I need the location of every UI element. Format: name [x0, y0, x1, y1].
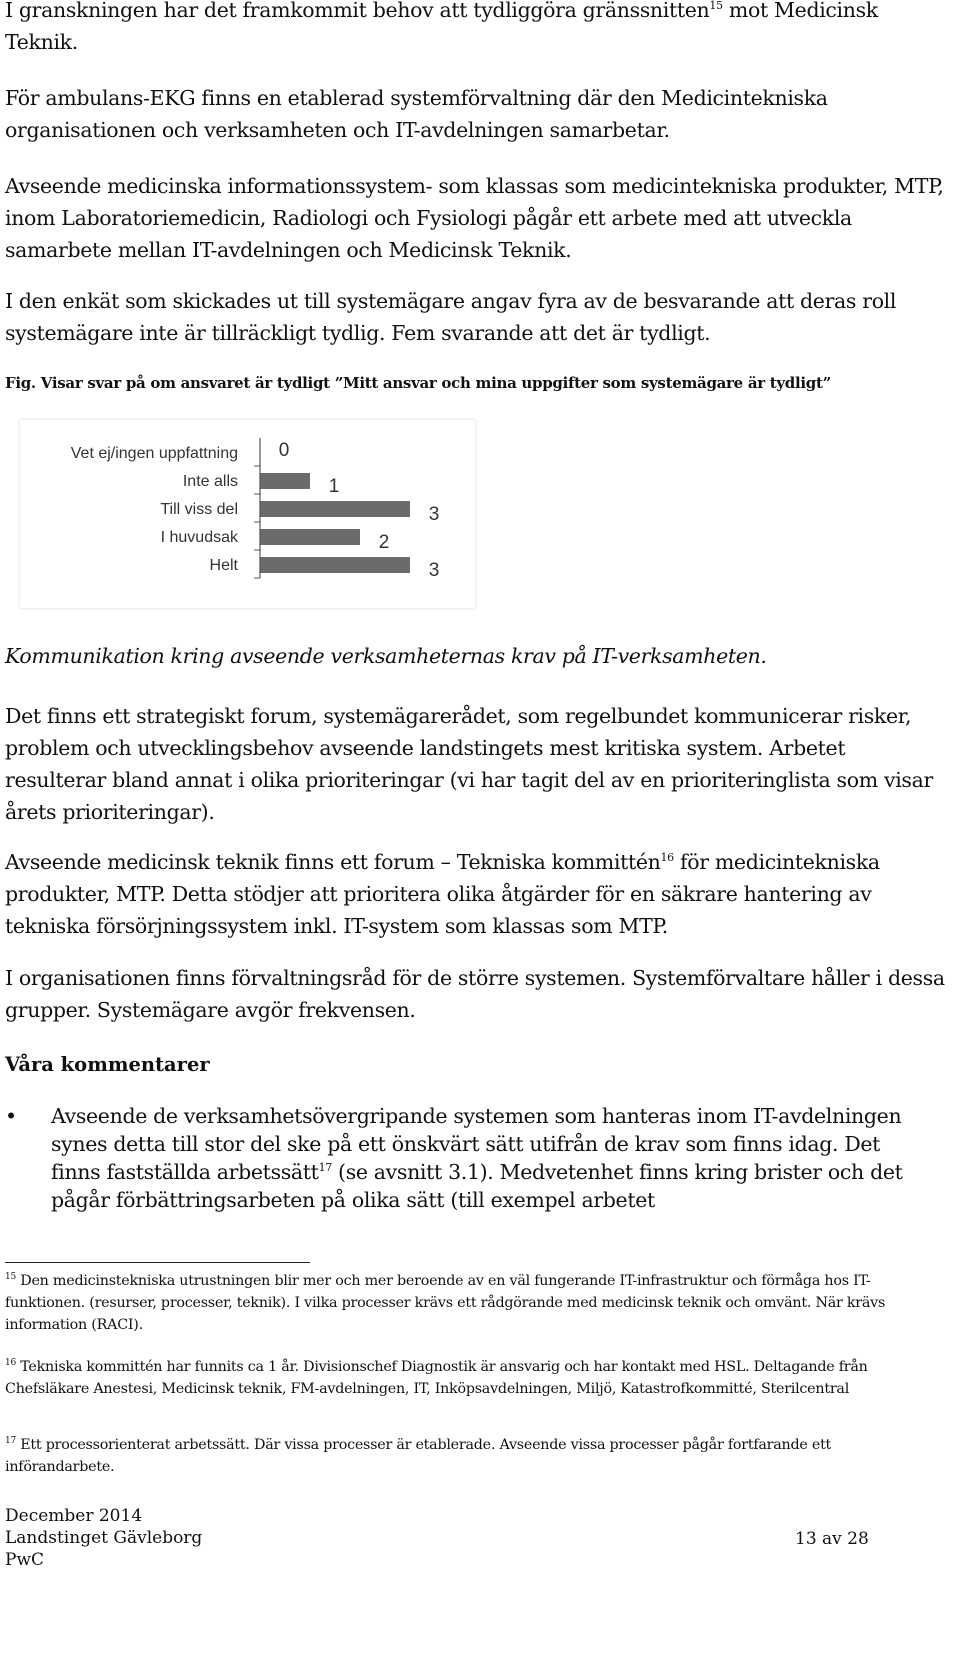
paragraph-management-councils: I organisationen finns förvaltningsråd för de större systemen. Systemförvaltare håller i dessa grupper. Systemägare avgör frekvensen.	[5, 966, 945, 1022]
chart-data-label: 0	[278, 440, 290, 461]
paragraph-medical-info-systems: Avseende medicinska informationssystem- som klassas som medicintekniska produkter, MTP, inom Laboratoriemedicin, Radiologi och Fysiologi pågår ett arbete med att utveckla samarbete mellan IT-avdelningen och Medicinsk Teknik.	[5, 174, 944, 262]
footnote-16: $^{16}$ Tekniska kommittén har funnits ca 1 år. Divisionschef Diagnostik är ansvarig och har kontakt med HSL. Deltagande från Chefsläkare Anestesi, Medicinsk teknik, FM-avdelningen, IT, Inköpsavdelningen, Miljö, Katastrofkommitté, Sterilcentral	[5, 1358, 868, 1397]
chart-svg	[20, 420, 475, 608]
section-heading-communication: Kommunikation kring avseende verksamheternas krav på IT-verksamheten.	[5, 644, 767, 668]
chart-data-label: 3	[428, 560, 440, 581]
footnote-ref-16[interactable]: 16	[660, 851, 674, 865]
survey-bar-chart	[20, 420, 475, 608]
chart-category-label: Till viss del	[160, 501, 238, 518]
chart-data-label: 2	[378, 532, 390, 553]
footnote-number: 17	[5, 1436, 16, 1447]
footnote-number: 15	[5, 1272, 16, 1283]
section-heading-comments: Våra kommentarer	[5, 1053, 210, 1076]
chart-category-label: I huvudsak	[160, 529, 238, 546]
chart-bar	[260, 529, 360, 545]
footnote-17: $^{17}$ Ett processorienterat arbetssätt. Där vissa processer är etablerade. Avseende vissa processer pågår fortfarande ett införandarbete.	[5, 1436, 832, 1475]
chart-bar	[260, 473, 310, 489]
page-footer	[5, 1505, 202, 1571]
paragraph-interface: I granskningen har det framkommit behov att tydliggöra gränssnitten$^{15}$ mot Medicinsk Teknik.	[5, 0, 878, 54]
footnote-15: $^{15}$ Den medicinstekniska utrustningen blir mer och mer beroende av en väl fungerande IT-infrastruktur och förmåga hos IT-funktionen. (resurser, processer, teknik). I vilka processer krävs ett rådgörande med medicinsk teknik och omvänt. När krävs information (RACI).	[5, 1272, 886, 1333]
paragraph-survey: I den enkät som skickades ut till systemägare angav fyra av de besvarande att deras roll systemägare inte är tillräckligt tydlig. Fem svarande att det är tydligt.	[5, 289, 897, 345]
footnote-number: 16	[5, 1358, 16, 1369]
paragraph-technical-committee: Avseende medicinsk teknik finns ett forum – Tekniska kommittén$^{16}$ för medicintekniska produkter, MTP. Detta stödjer att prioritera olika åtgärder för en säkrare hantering av tekniska försörjningssystem inkl. IT-system som klassas som MTP.	[5, 850, 880, 938]
chart-bar	[260, 557, 410, 573]
chart-data-label: 1	[328, 476, 340, 497]
bullet-text: Avseende de verksamhetsövergripande systemen som hanteras inom IT-avdelningen synes detta till stor del ske på ett önskvärt sätt utifrån de krav som finns idag. Det finns fastställda arbetssätt$^{17}$ (se avsnitt 3.1). Medvetenhet finns kring brister och det pågår förbättringsarbeten på olika sätt (till exempel arbetet	[51, 1104, 903, 1212]
footnote-ref-15[interactable]: 15	[709, 0, 723, 13]
chart-data-label: 3	[428, 504, 440, 525]
bullet-icon: •	[5, 1104, 17, 1128]
chart-bar	[260, 501, 410, 517]
figure-caption: Fig. Visar svar på om ansvaret är tydligt ”Mitt ansvar och mina uppgifter som systemägare är tydligt”	[5, 374, 831, 392]
page-number: 13 av 28	[795, 1529, 869, 1549]
footer-firm: PwC	[5, 1550, 44, 1570]
footer-organization: Landstinget Gävleborg	[5, 1528, 203, 1548]
paragraph-strategic-forum: Det finns ett strategiskt forum, systemägarerådet, som regelbundet kommunicerar risker, problem och utvecklingsbehov avseende landstingets mest kritiska system. Arbetet resulterar bland annat i olika prioriteringar (vi har tagit del av en prioriteringlista som visar årets prioriteringar).	[5, 704, 933, 824]
paragraph-ambulance-ekg: För ambulans-EKG finns en etablerad systemförvaltning där den Medicintekniska organisationen och verksamheten och IT-avdelningen samarbetar.	[5, 86, 828, 142]
footnote-divider	[5, 1262, 310, 1263]
chart-category-label: Inte alls	[182, 473, 238, 490]
footnote-ref-17[interactable]: 17	[318, 1161, 332, 1175]
footer-date: December 2014	[5, 1506, 143, 1526]
chart-category-label: Vet ej/ingen uppfattning	[70, 445, 238, 462]
chart-category-label: Helt	[209, 557, 238, 574]
